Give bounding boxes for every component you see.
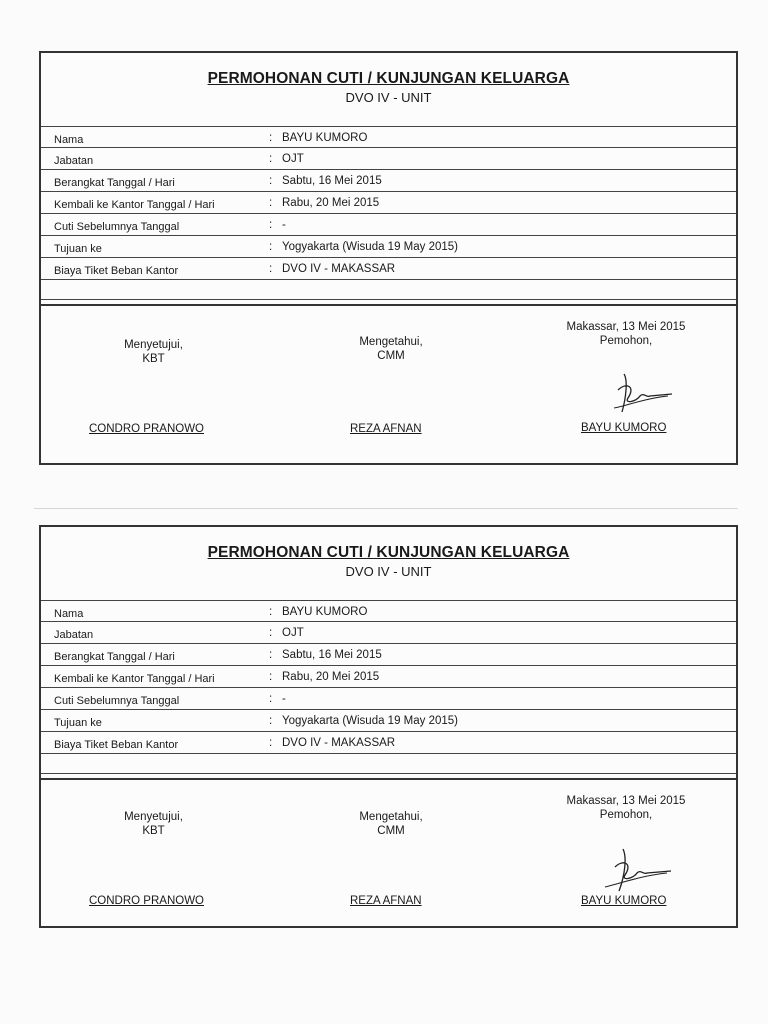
page-divider	[34, 508, 738, 509]
field-value: Sabtu, 16 Mei 2015	[282, 649, 382, 661]
field-value: -	[282, 219, 286, 231]
field-row-cuti-sebelumnya	[41, 688, 736, 710]
acknowledger-caption	[346, 810, 436, 838]
form-fields	[41, 600, 736, 774]
acknowledger-name: REZA AFNAN	[350, 423, 422, 435]
field-row-jabatan	[41, 148, 736, 170]
acknowledger-caption	[346, 335, 436, 363]
applicant-name: BAYU KUMORO	[581, 895, 667, 907]
field-value: DVO IV - MAKASSAR	[282, 737, 396, 749]
field-value: OJT	[282, 627, 304, 639]
field-value: Yogyakarta (Wisuda 19 May 2015)	[282, 241, 459, 253]
field-value: OJT	[282, 153, 304, 165]
place-date: Makassar, 13 Mei 2015	[566, 795, 686, 807]
field-value: BAYU KUMORO	[282, 606, 368, 618]
form-title: PERMOHONAN CUTI / KUNJUNGAN KELUARGA	[207, 544, 570, 561]
approver-title: KBT	[142, 825, 165, 837]
field-row-blank	[41, 280, 736, 300]
field-row-jabatan	[41, 622, 736, 644]
field-value: Sabtu, 16 Mei 2015	[282, 175, 382, 187]
field-row-nama	[41, 126, 736, 148]
field-row-biaya-tiket	[41, 732, 736, 754]
approver-caption	[111, 810, 196, 838]
applicant-caption	[551, 794, 701, 822]
acknowledger-name: REZA AFNAN	[350, 895, 422, 907]
form-subtitle: DVO IV - UNIT	[345, 564, 432, 579]
field-value: DVO IV - MAKASSAR	[282, 263, 396, 275]
field-separator: :	[269, 132, 273, 144]
applicant-role: Pemohon,	[599, 809, 653, 821]
field-row-blank	[41, 754, 736, 774]
field-label: Jabatan	[54, 629, 94, 641]
field-separator: :	[269, 627, 273, 639]
field-separator: :	[269, 263, 273, 275]
field-label: Berangkat Tanggal / Hari	[54, 177, 175, 189]
acknowledger-label: Mengetahui,	[359, 336, 423, 348]
field-label: Biaya Tiket Beban Kantor	[54, 739, 179, 751]
field-separator: :	[269, 649, 273, 661]
applicant-signature	[601, 845, 676, 895]
field-row-berangkat	[41, 170, 736, 192]
field-label: Cuti Sebelumnya Tanggal	[54, 695, 180, 707]
field-row-kembali	[41, 666, 736, 688]
applicant-caption	[551, 320, 701, 348]
approver-title: KBT	[142, 353, 165, 365]
field-separator: :	[269, 153, 273, 165]
leave-request-form-1	[39, 51, 738, 465]
approver-caption	[111, 338, 196, 366]
field-value: Rabu, 20 Mei 2015	[282, 197, 380, 209]
field-label: Kembali ke Kantor Tanggal / Hari	[54, 673, 215, 685]
field-value: -	[282, 693, 286, 705]
form-title: PERMOHONAN CUTI / KUNJUNGAN KELUARGA	[207, 70, 570, 87]
acknowledger-label: Mengetahui,	[359, 811, 423, 823]
field-separator: :	[269, 606, 273, 618]
field-row-kembali	[41, 192, 736, 214]
applicant-role: Pemohon,	[599, 335, 653, 347]
approver-name: CONDRO PRANOWO	[89, 895, 204, 907]
field-label: Tujuan ke	[54, 243, 102, 255]
field-row-nama	[41, 600, 736, 622]
field-row-biaya-tiket	[41, 258, 736, 280]
field-separator: :	[269, 693, 273, 705]
form-fields	[41, 126, 736, 300]
field-label: Nama	[54, 134, 84, 146]
field-value: BAYU KUMORO	[282, 132, 368, 144]
form-subtitle: DVO IV - UNIT	[345, 90, 432, 105]
field-separator: :	[269, 219, 273, 231]
section-divider	[41, 304, 736, 306]
section-divider	[41, 778, 736, 780]
field-label: Nama	[54, 608, 84, 620]
field-label: Cuti Sebelumnya Tanggal	[54, 221, 180, 233]
approver-label: Menyetujui,	[124, 811, 183, 823]
field-separator: :	[269, 671, 273, 683]
applicant-signature	[606, 368, 676, 418]
field-row-tujuan	[41, 236, 736, 258]
field-row-tujuan	[41, 710, 736, 732]
field-separator: :	[269, 175, 273, 187]
acknowledger-title: CMM	[377, 350, 405, 362]
place-date: Makassar, 13 Mei 2015	[566, 321, 686, 333]
field-label: Jabatan	[54, 155, 94, 167]
field-separator: :	[269, 197, 273, 209]
field-label: Kembali ke Kantor Tanggal / Hari	[54, 199, 215, 211]
field-label: Tujuan ke	[54, 717, 102, 729]
field-separator: :	[269, 241, 273, 253]
approver-label: Menyetujui,	[124, 339, 183, 351]
field-value: Rabu, 20 Mei 2015	[282, 671, 380, 683]
acknowledger-title: CMM	[377, 825, 405, 837]
approver-name: CONDRO PRANOWO	[89, 423, 204, 435]
leave-request-form-2	[39, 525, 738, 928]
field-label: Biaya Tiket Beban Kantor	[54, 265, 179, 277]
field-separator: :	[269, 715, 273, 727]
field-row-berangkat	[41, 644, 736, 666]
applicant-name: BAYU KUMORO	[581, 422, 667, 434]
field-separator: :	[269, 737, 273, 749]
field-label: Berangkat Tanggal / Hari	[54, 651, 175, 663]
field-value: Yogyakarta (Wisuda 19 May 2015)	[282, 715, 459, 727]
field-row-cuti-sebelumnya	[41, 214, 736, 236]
